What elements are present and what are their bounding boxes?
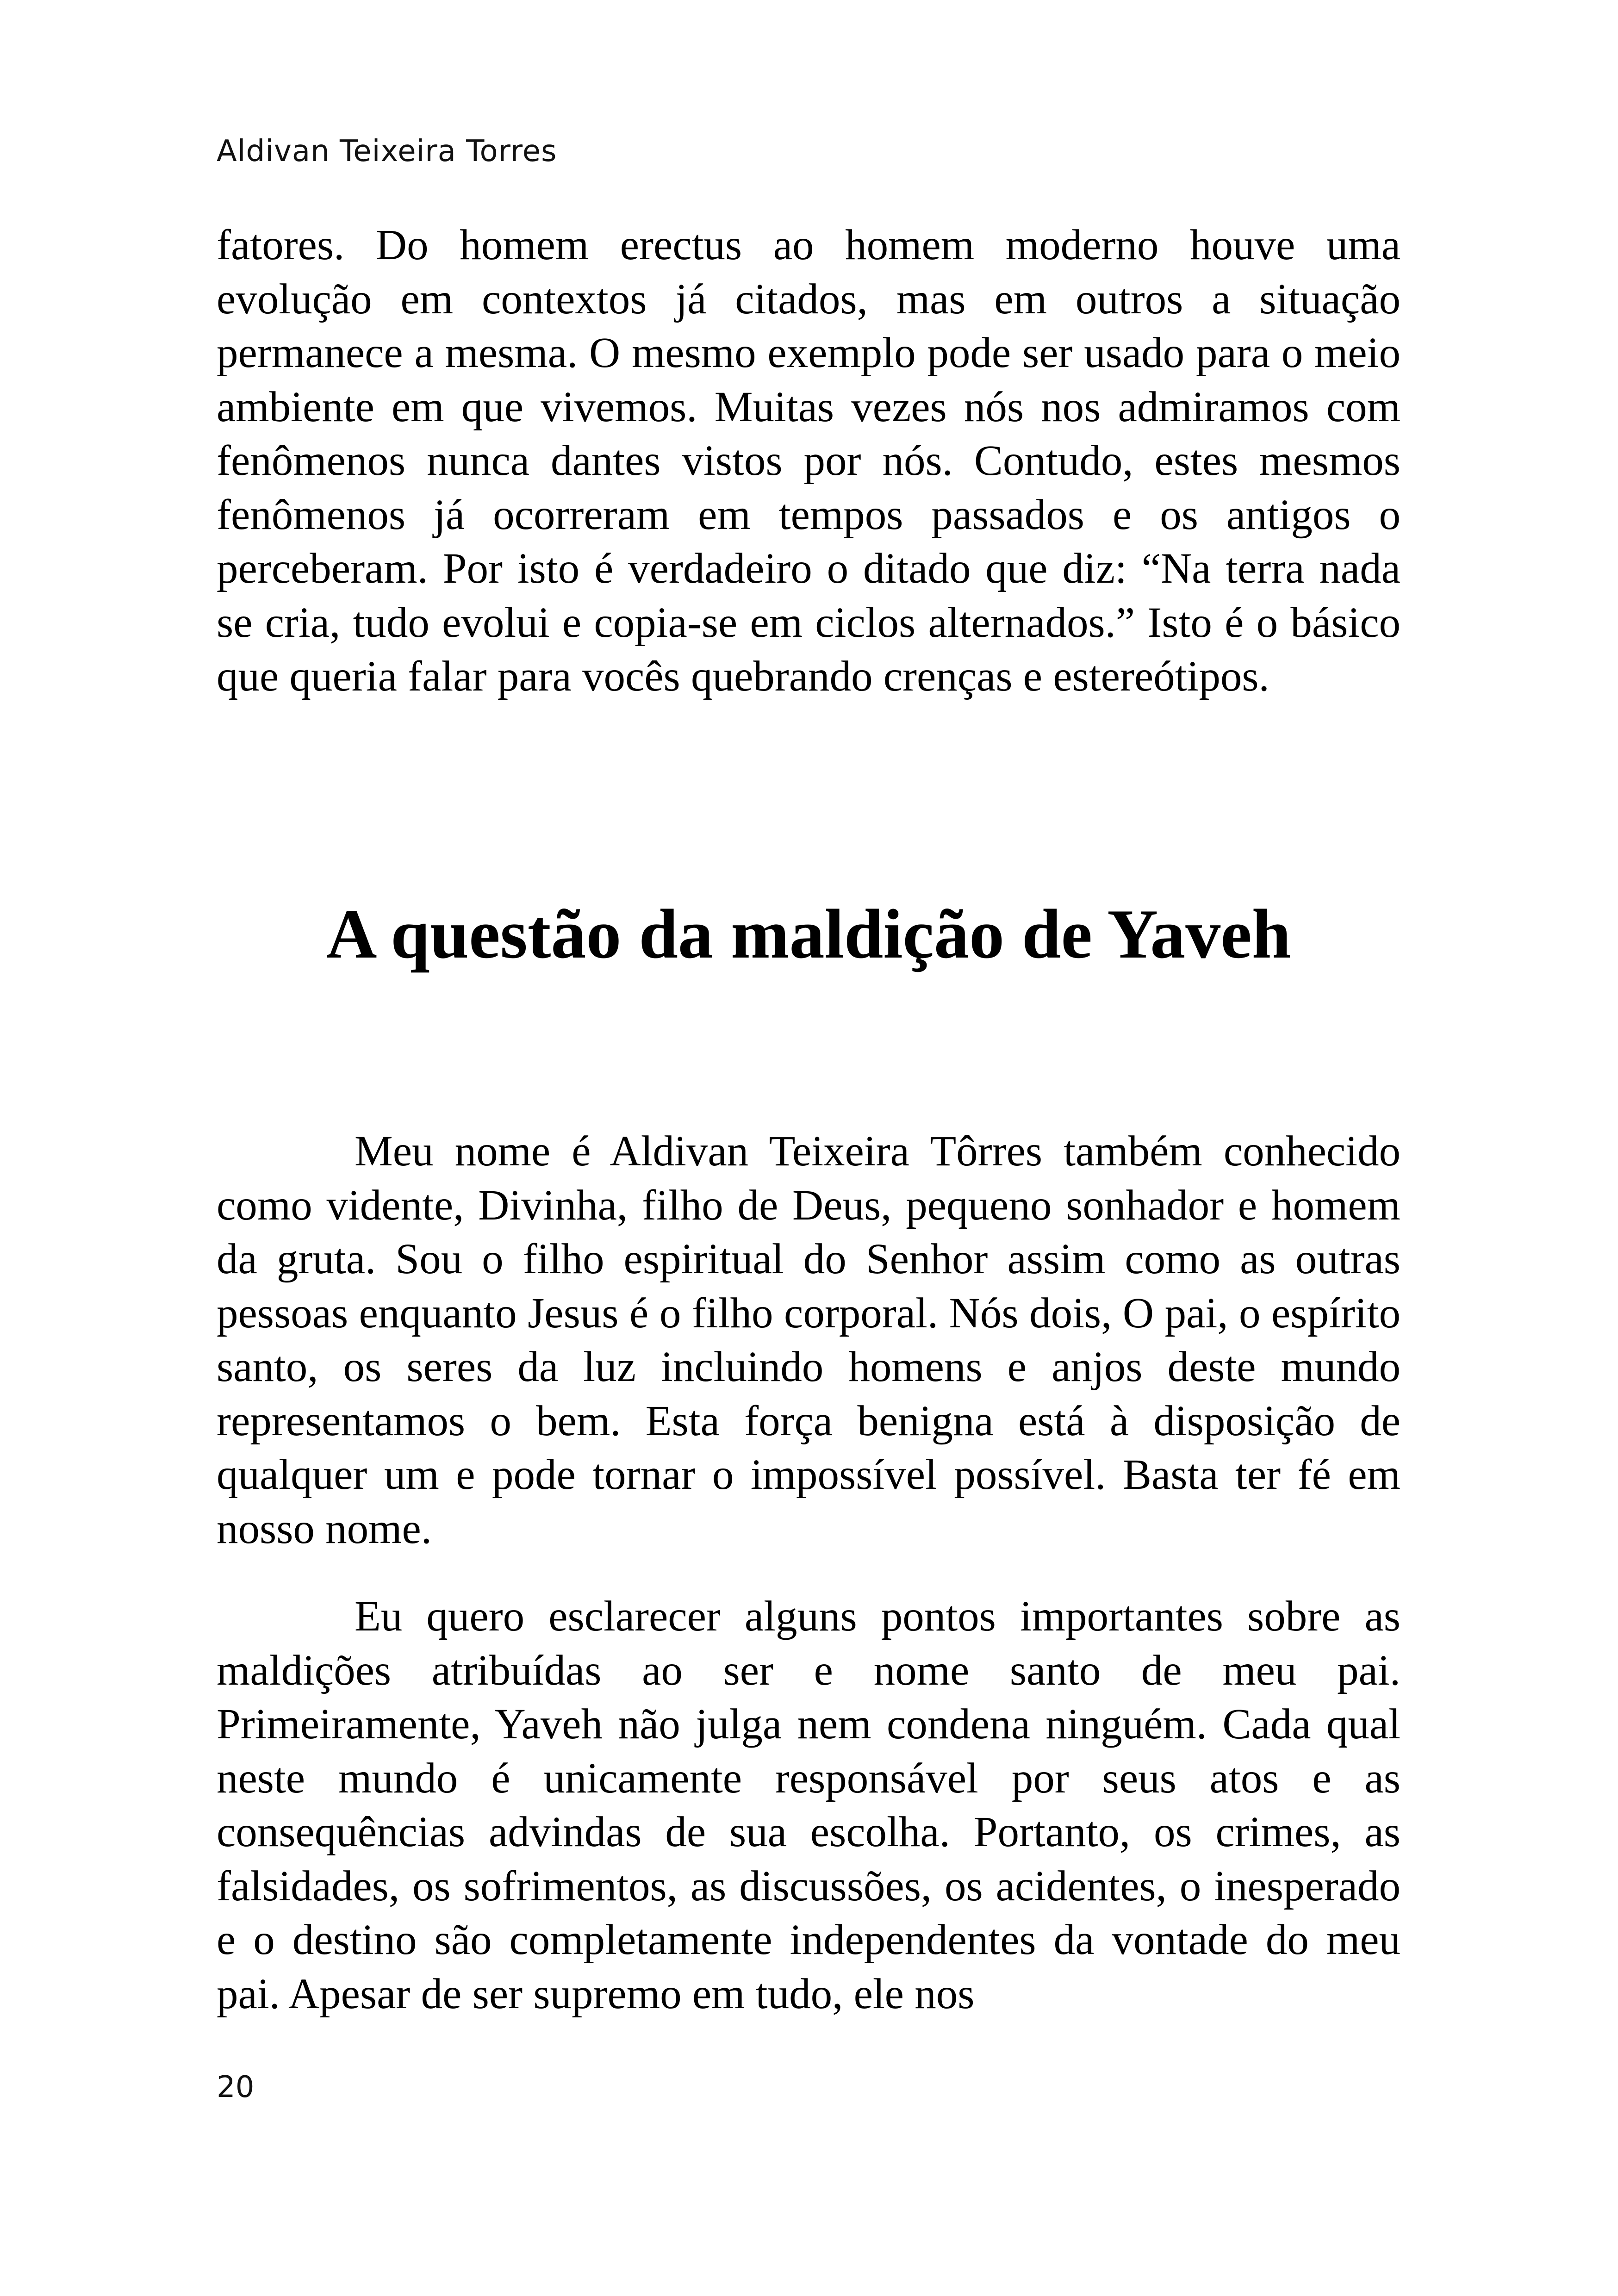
paragraph-continued: fatores. Do homem erectus ao homem moderno houve uma evolução em contextos já citados, mas em outros a situação permanece a mesma. O mesmo exemplo pode ser usado para o meio ambiente em que vivemos. Muitas vezes nós nos admiramos com fenômenos nunca dantes vistos por nós. Contudo, estes mesmos fenômenos já ocorreram em tempos passados e os antigos o perceberam. Por isto é verdadeiro o ditado que diz: “Na terra nada se cria, tudo evolui e copia-se em ciclos alternados.” Isto é o básico que queria falar para vocês quebrando crenças e estereótipos. [217, 221, 1400, 700]
chapter-title: A questão da maldição de Yaveh [326, 895, 1291, 973]
paragraph-clarification: Eu quero esclarecer alguns pontos importantes sobre as maldições atribuídas ao ser e nome santo de meu pai. Primeiramente, Yaveh não julga nem condena ninguém. Cada qual neste mundo é unicamente responsável por seus atos e as consequências advindas de sua escolha. Portanto, os crimes, as falsidades, os sofrimentos, as discussões, os acidentes, o inesperado e o destino são completamente independentes da vontade do meu pai. Apesar de ser supremo em tudo, ele nos [217, 1593, 1400, 2018]
paragraph-intro: Meu nome é Aldivan Teixeira Tôrres também conhecido como vidente, Divinha, filho de Deus, pequeno sonhador e homem da gruta. Sou o filho espiritual do Senhor assim como as outras pessoas enquanto Jesus é o filho corporal. Nós dois, O pai, o espírito santo, os seres da luz incluindo homens e anjos deste mundo representamos o bem. Esta força benigna está à disposição de qualquer um e pode tornar o impossível possível. Basta ter fé em nosso nome. [217, 1127, 1400, 1553]
running-header-author: Aldivan Teixeira Torres [217, 134, 557, 168]
page-number: 20 [217, 2070, 255, 2104]
